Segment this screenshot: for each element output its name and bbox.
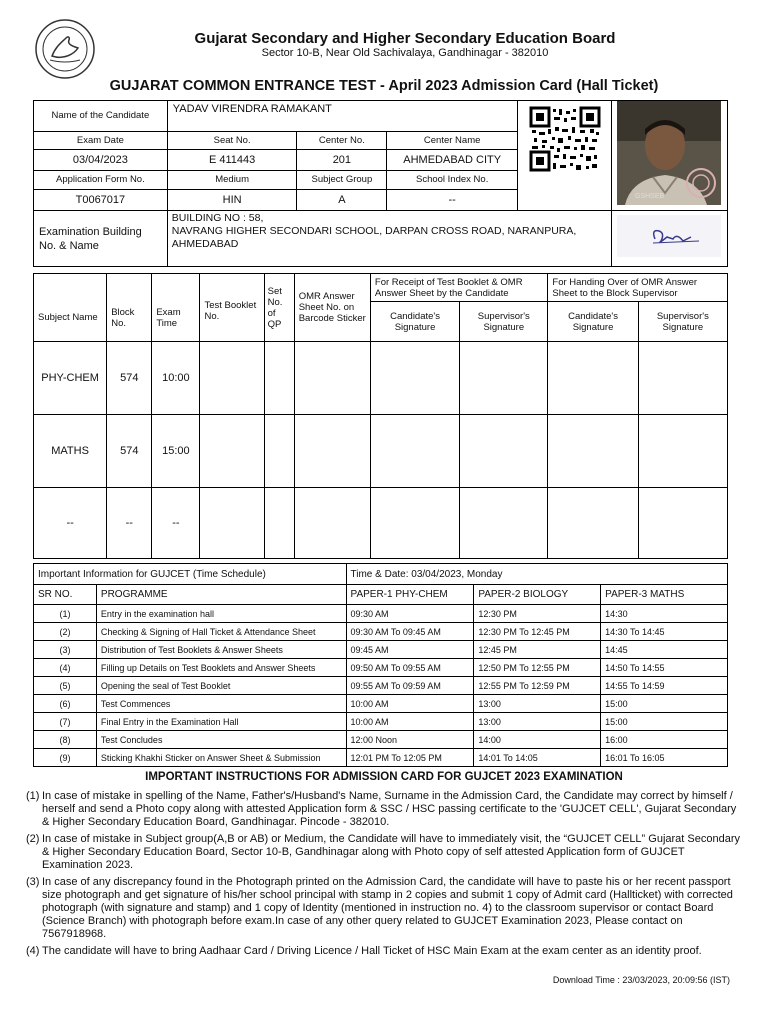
- sig-cell: [548, 415, 638, 488]
- svg-text:GSHSEB: GSHSEB: [635, 193, 665, 200]
- center-name: AHMEDABAD CITY: [387, 149, 518, 170]
- paper-1-time: 10:00 AM: [346, 695, 474, 713]
- schedule-row: [34, 677, 728, 695]
- application-no-label: Application Form No.: [34, 171, 168, 189]
- candidate-details-table: [33, 100, 728, 267]
- application-no: T0067017: [34, 189, 168, 210]
- building-line-3: AHMEDABAD: [171, 238, 239, 250]
- seat-no-label: Seat No.: [167, 131, 297, 149]
- programme: Filling up Details on Test Booklets and Answer Sheets: [96, 659, 346, 677]
- center-no: 201: [297, 149, 387, 170]
- paper-1-time: 09:45 AM: [346, 641, 474, 659]
- sr-no: (4): [34, 659, 97, 677]
- booklet-cell: [200, 488, 264, 559]
- instruction-number: (2): [26, 833, 40, 845]
- programme: Final Entry in the Examination Hall: [96, 713, 346, 731]
- set-cell: [264, 342, 294, 415]
- sig-cell: [460, 415, 548, 488]
- building-line-2: NAVRANG HIGHER SECONDARI SCHOOL, DARPAN CROSS ROAD, NARANPURA,: [171, 225, 577, 237]
- col-paper-3: PAPER-3 MATHS: [601, 585, 728, 605]
- center-no-label: Center No.: [297, 131, 387, 149]
- instruction-text: In case of any discrepancy found in the Photograph printed on the Admission Card, the candidate will have to paste his or her recent passport size photograph and get signature of his/her school principal with stamp in 2 copies and submit 1 copy of Admit card (Hallticket) with corrected photograph (with signature and stamp) and 1 copy of Identity (mentioned in instruction no. 4) to the classroom supervisor or contact Board (Science Branch) with photograph before exam.In case of any other query related to GUJCET Examination 2023, Please contact on 7567918968.: [42, 876, 733, 940]
- instruction-text: In case of mistake in Subject group(A,B or AB) or Medium, the Candidate will have to immediately visit, the “GUJCET CELL” Gujarat Secondary & Higher Secondary Education Board, Sector 10-B, Gandhinagar along with Photo copy of self attested Application form of GUJCET Examination 2023.: [42, 833, 740, 871]
- block-no: 574: [107, 342, 152, 415]
- paper-2-time: 12:30 PM To 12:45 PM: [474, 623, 601, 641]
- paper-1-time: 09:55 AM To 09:59 AM: [346, 677, 474, 695]
- block-no: --: [107, 488, 152, 559]
- building-label: Examination Building No. & Name: [34, 211, 168, 267]
- paper-2-time: 13:00: [474, 713, 601, 731]
- sr-no: (9): [34, 749, 97, 767]
- sr-no: (1): [34, 605, 97, 623]
- medium-label: Medium: [167, 171, 297, 189]
- sig-cell: [460, 488, 548, 559]
- schedule-row: [34, 623, 728, 641]
- paper-3-time: 14:50 To 14:55: [601, 659, 728, 677]
- sr-no: (5): [34, 677, 97, 695]
- set-no-header: Set No. of QP: [264, 274, 294, 342]
- programme: Checking & Signing of Hall Ticket & Attendance Sheet: [96, 623, 346, 641]
- schedule-row: [34, 641, 728, 659]
- exam-time: 15:00: [152, 415, 200, 488]
- paper-2-time: 14:00: [474, 731, 601, 749]
- omr-header: OMR Answer Sheet No. on Barcode Sticker: [294, 274, 370, 342]
- omr-cell: [294, 415, 370, 488]
- handover-header: For Handing Over of OMR Answer Sheet to the Block Supervisor: [548, 274, 728, 302]
- instructions-title: IMPORTANT INSTRUCTIONS FOR ADMISSION CARD FOR GUJCET 2023 EXAMINATION: [145, 771, 623, 783]
- sig-cell: [548, 342, 638, 415]
- paper-3-time: 14:55 To 14:59: [601, 677, 728, 695]
- paper-1-time: 10:00 AM: [346, 713, 474, 731]
- omr-cell: [294, 488, 370, 559]
- exam-date-label: Exam Date: [34, 131, 168, 149]
- block-no: 574: [107, 415, 152, 488]
- paper-2-time: 12:50 PM To 12:55 PM: [474, 659, 601, 677]
- booklet-cell: [200, 342, 264, 415]
- schedule-row: [34, 749, 728, 767]
- supervisor-signature-header: Supervisor's Signature: [460, 302, 548, 342]
- sr-no: (3): [34, 641, 97, 659]
- schedule-header-row: [34, 585, 728, 605]
- candidate-photo: [611, 101, 727, 211]
- exam-time-header: Exam Time: [152, 274, 200, 342]
- subject-name: MATHS: [34, 415, 107, 488]
- candidate-name: YADAV VIRENDRA RAMAKANT: [167, 101, 517, 132]
- sr-no: (6): [34, 695, 97, 713]
- exam-time: 10:00: [152, 342, 200, 415]
- paper-3-time: 16:00: [601, 731, 728, 749]
- test-booklet-header: Test Booklet No.: [200, 274, 264, 342]
- subject-name-header: Subject Name: [34, 274, 107, 342]
- subject-signature-table: [33, 273, 728, 559]
- building-address: [167, 211, 611, 267]
- schedule-title: Important Information for GUJCET (Time Schedule): [34, 564, 347, 585]
- block-no-header: Block No.: [107, 274, 152, 342]
- sig-cell: [460, 342, 548, 415]
- instructions-list: [26, 790, 744, 962]
- paper-2-time: 12:55 PM To 12:59 PM: [474, 677, 601, 695]
- instruction-item: [26, 790, 744, 829]
- set-cell: [264, 415, 294, 488]
- page-title: GUJARAT COMMON ENTRANCE TEST - April 2023 Admission Card (Hall Ticket): [109, 78, 659, 94]
- paper-3-time: 16:01 To 16:05: [601, 749, 728, 767]
- sr-no: (2): [34, 623, 97, 641]
- col-paper-2: PAPER-2 BIOLOGY: [474, 585, 601, 605]
- supervisor-signature-header-2: Supervisor's Signature: [638, 302, 727, 342]
- medium: HIN: [167, 189, 297, 210]
- center-name-label: Center Name: [387, 131, 518, 149]
- paper-1-time: 09:30 AM: [346, 605, 474, 623]
- subject-row: [34, 342, 728, 415]
- school-index-label: School Index No.: [387, 171, 518, 189]
- programme: Distribution of Test Booklets & Answer Sheets: [96, 641, 346, 659]
- subject-row: [34, 415, 728, 488]
- subject-row: [34, 488, 728, 559]
- omr-cell: [294, 342, 370, 415]
- sig-cell: [638, 342, 727, 415]
- schedule-row: [34, 731, 728, 749]
- download-time: Download Time : 23/03/2023, 20:09:56 (IST): [552, 975, 730, 985]
- paper-2-time: 12:30 PM: [474, 605, 601, 623]
- instruction-text: In case of mistake in spelling of the Name, Father's/Husband's Name, Surname in the Admission Card, the Candidate may correct by himself / herself and send a Photo copy along with attested Application form & SSC / HSC passing certificate to the 'GUJCET CELL', Gujarat Secondary & Higher Secondary Education Board, Gandhinagar. Pincode - 382010.: [42, 790, 737, 828]
- paper-3-time: 15:00: [601, 713, 728, 731]
- booklet-cell: [200, 415, 264, 488]
- subject-group-label: Subject Group: [297, 171, 387, 189]
- instruction-number: (4): [26, 945, 40, 957]
- instruction-text: The candidate will have to bring Aadhaar Card / Driving Licence / Hall Ticket of HSC Main Exam at the exam center as an identity proof.: [42, 945, 702, 957]
- receipt-header: For Receipt of Test Booklet & OMR Answer Sheet by the Candidate: [370, 274, 548, 302]
- name-label: Name of the Candidate: [34, 101, 168, 132]
- building-line-1: BUILDING NO : 58,: [171, 212, 264, 224]
- programme: Opening the seal of Test Booklet: [96, 677, 346, 695]
- subject-group: A: [297, 189, 387, 210]
- subject-name: PHY-CHEM: [34, 342, 107, 415]
- candidate-signature: [611, 211, 727, 267]
- sig-cell: [370, 342, 459, 415]
- exam-time: --: [152, 488, 200, 559]
- paper-3-time: 15:00: [601, 695, 728, 713]
- board-address: Sector 10-B, Near Old Sachivalaya, Gandhinagar - 382010: [261, 47, 549, 59]
- set-cell: [264, 488, 294, 559]
- paper-1-time: 09:50 AM To 09:55 AM: [346, 659, 474, 677]
- instruction-item: [26, 833, 744, 872]
- sig-cell: [370, 415, 459, 488]
- schedule-body: [34, 605, 728, 767]
- paper-2-time: 13:00: [474, 695, 601, 713]
- col-sr-no: SR NO.: [34, 585, 97, 605]
- candidate-signature-header-2: Candidate's Signature: [548, 302, 638, 342]
- qr-code: [518, 101, 612, 211]
- paper-3-time: 14:30: [601, 605, 728, 623]
- schedule-datetime: Time & Date: 03/04/2023, Monday: [346, 564, 727, 585]
- programme: Sticking Khakhi Sticker on Answer Sheet & Submission: [96, 749, 346, 767]
- sr-no: (7): [34, 713, 97, 731]
- instruction-item: [26, 876, 744, 941]
- paper-3-time: 14:45: [601, 641, 728, 659]
- col-paper-1: PAPER-1 PHY-CHEM: [346, 585, 474, 605]
- sig-cell: [638, 488, 727, 559]
- programme: Test Commences: [96, 695, 346, 713]
- col-programme: PROGRAMME: [96, 585, 346, 605]
- programme: Test Concludes: [96, 731, 346, 749]
- paper-2-time: 14:01 To 14:05: [474, 749, 601, 767]
- paper-1-time: 12:01 PM To 12:05 PM: [346, 749, 474, 767]
- board-name: Gujarat Secondary and Higher Secondary Education Board: [194, 30, 616, 47]
- paper-2-time: 12:45 PM: [474, 641, 601, 659]
- schedule-row: [34, 695, 728, 713]
- subject-name: --: [34, 488, 107, 559]
- paper-3-time: 14:30 To 14:45: [601, 623, 728, 641]
- instruction-item: [26, 945, 744, 958]
- instruction-number: (3): [26, 876, 40, 888]
- sr-no: (8): [34, 731, 97, 749]
- paper-1-time: 12:00 Noon: [346, 731, 474, 749]
- sig-cell: [370, 488, 459, 559]
- paper-1-time: 09:30 AM To 09:45 AM: [346, 623, 474, 641]
- exam-date: 03/04/2023: [34, 149, 168, 170]
- schedule-row: [34, 605, 728, 623]
- school-index: --: [387, 189, 518, 210]
- time-schedule-table: [33, 563, 728, 767]
- sig-cell: [638, 415, 727, 488]
- seat-no: E 411443: [167, 149, 297, 170]
- schedule-row: [34, 659, 728, 677]
- schedule-row: [34, 713, 728, 731]
- candidate-signature-header: Candidate's Signature: [370, 302, 459, 342]
- sig-cell: [548, 488, 638, 559]
- instruction-number: (1): [26, 790, 40, 802]
- programme: Entry in the examination hall: [96, 605, 346, 623]
